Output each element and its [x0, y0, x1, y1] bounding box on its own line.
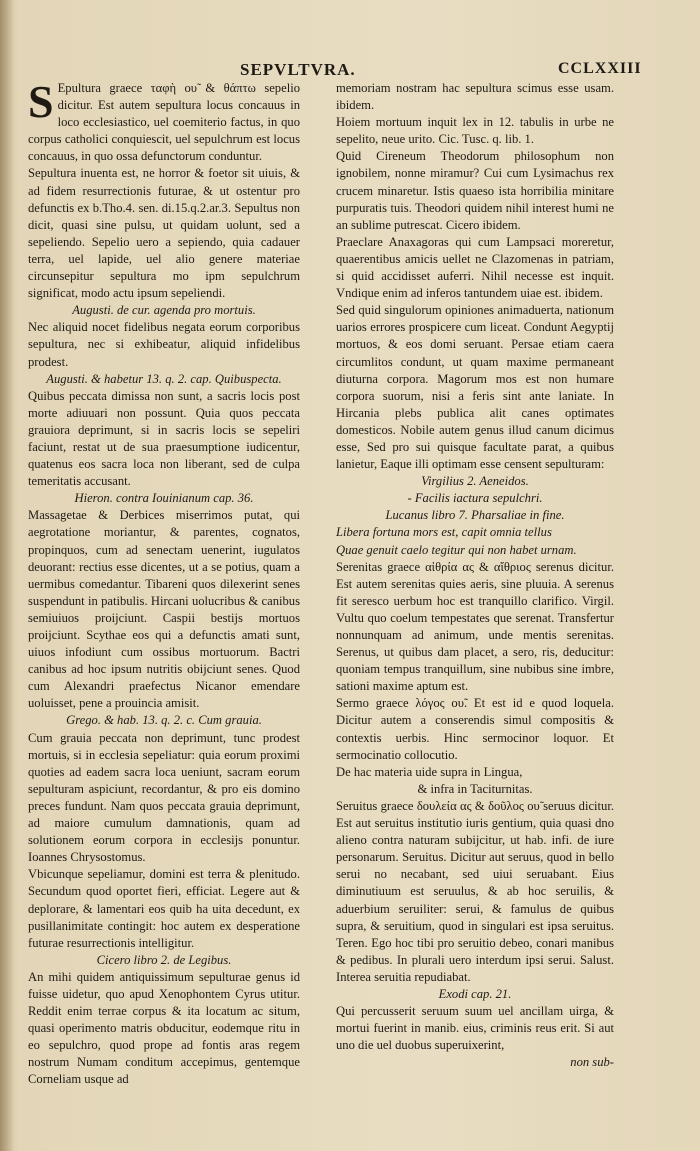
running-head: SEPVLTVRA. — [240, 60, 356, 79]
paragraph: Seruitus graece δουλεία ας & δοῦλος ου̃ seruus dicitur. Est aut seruitus institutio iuris gentium, quia quasi dno alieno contra naturam subijcitur, ut hab. infi. de iure personarum. Seruitus. Dicitur aut seruus, quod in bello serui no necabant, sed uiui seruabant. Eius diminutiuum est seruulus, & ab hoc seruilis, & aduerbium seruiliter: serui, & famulus de quibus supra, & seruitium, quod in singulari est ipsa seruitus. Teren. Ego hoc tibi pro seruitio debeo, conari manibus & pedibus. In plurali uero interdum ipsi serui. Salust. Interea seruitia repudiabat. — [336, 798, 614, 984]
paragraph: Sepultura inuenta est, ne horror & foetor sit uiuis, & ad fidem resurrectionis futurae, & ut ostentur pro defunctis ex b.Tho.4. sen. di.15.q.2.ar.3. Sepultus non dicit, quasi sine pulsu, ut quidam uolunt, sed a sepeliendo. Sepelio uero a sepiendo, quia cadauer terra, uel lapide, uel alio genere materiae circunsepitur sepultura mo ipm sepulchrum significat, modo actu ipsum sepeliendi. — [28, 166, 300, 301]
paragraph: Sed quid singulorum opiniones animaduerta, nationum uarios errores prospicere cum liceat. Condunt Aegyptij mortuos, & eos domi seruant. Persae etiam caera circumlitos condunt, ut quam maxime permaneant diuturna corpora. Magorum mos est non humare corpora suorum, nisi a feris sint ante laniate. In Hircania plebs publica alit canes optimates domesticos. Nobile autem genus illud canum dicimus esse, Sed pro sui quisque facultate parat, a quibus lanietur, Eaque illi optimam esse censent sepulturam: — [336, 303, 614, 472]
paragraph: Quibus peccata dimissa non sunt, a sacris locis post morte adiuuari non possunt. Quia quos peccata grauiora deprimunt, si in sacris locis se sepeliri faciunt, restat ut de sua praesumptione iudicentur, quatenus eos sacra loca non liberant, sed de culpa temeritatis accusant. — [28, 388, 300, 489]
paragraph-text: Epultura graece ταφὴ ου̃ & θάπτω sepelio dicitur. Est autem sepultura locus concauus in loco ecclesiastico, uel coemiterio factus, in quo corpus catholici conquiescit, uel sepulchrum est locus concauus, in quo ossa defunctorum conduntur. — [28, 81, 300, 164]
citation: Lucanus libro 7. Pharsaliae in fine. — [385, 508, 565, 523]
citation: Grego. & hab. 13. q. 2. c. Cum grauia. — [66, 713, 262, 728]
right-column — [336, 80, 614, 1100]
paragraph: Vbicunque sepeliamur, domini est terra & plenitudo. Secundum quod oportet fieri, efficiat. Legere aut & deplorare, & lamentari eos quib ha uita decedunt, ex pusillanimitate contingit: hoc autem ex desperatione futurae resurrectionis intelligitur. — [28, 867, 300, 950]
citation: - Facilis iactura sepulchri. — [407, 491, 543, 506]
paragraph: Cum grauia peccata non deprimunt, tunc prodest mortuis, si in ecclesia sepeliatur: quia eorum proximi quoties ad eadem sacra loca ueniunt, sacram eorum sepulturam aspiciunt, recordantur, & pro eis domino preces fundunt. Nam quos peccata grauia deprimunt, ad maiore cumulum damnationis, quam ad solutionem eorum corpora in ecclesijs ponuntur. Ioannes Chrysostomus. — [28, 730, 300, 865]
cross-reference: & infra in Taciturnitas. — [417, 781, 533, 796]
citation: Hieron. contra Iouinianum cap. 36. — [74, 491, 254, 506]
drop-cap: S — [28, 80, 54, 127]
citation: Augusti. & habetur 13. q. 2. cap. Quibuspecta. — [46, 371, 282, 386]
paragraph: Massagetae & Derbices miserrimos putat, qui aegrotatione moriantur, & parentes, cognatos, propinquos, cum ad senectam uenerint, iugulatos deuorant: rectius esse dicentes, ut a se potius, quam a uermibus comedantur. Tibareni quos dilexerint senes suspendunt in patibulis. Hircani uolucribus & canibus semiuiuos proijciunt. Caspii bestijs mortuos proijciunt. Scythae eos qui a defunctis amati sunt, uiuos infodiunt cum ossibus mortuorum. Bactri canibus ad hoc ipsum nutritis obijciunt senes. Quod cum Alexandri praefectus Nicanor emendare uoluisset, pene a prouincia amisit. — [28, 508, 300, 711]
citation: Augusti. de cur. agenda pro mortuis. — [72, 303, 256, 318]
paragraph: Qui percusserit seruum suum uel ancillam uirga, & mortui fuerint in manib. eius, criminis reus erit. Si aut uno die uel duobus superuixerint, — [336, 1004, 614, 1053]
verse-line: Libera fortuna mors est, capit omnia tellus — [336, 525, 552, 540]
citation: Exodi cap. 21. — [438, 986, 512, 1001]
paragraph: Nec aliquid nocet fidelibus negata eorum corporibus sepultura, nec si exhibeatur, aliquid infidelibus prodest. — [28, 320, 300, 369]
paragraph — [28, 80, 300, 165]
paragraph: Serenitas graece αἰθρία ας & αἴθριος serenus dicitur. Est autem serenitas quies aeris, sine pluuia. A serenus fit seresco uerbum hoc est tranquillo clarifico. Virgil. Vultu quo coelum tempestates que serenat. Transfertur nonnunquam ad animum, unde mentis serenitas. Serenus, ut quibus dam placet, a sero, ris, deducitur: quoniam tempus tranquillum, sine nubibus sine imbre, sationi maxime aptum est. — [336, 559, 614, 694]
catchword: non sub- — [570, 1055, 614, 1070]
folio-number: CCLXXIII — [558, 60, 642, 77]
paragraph: Quid Cireneum Theodorum philosophum non ignobilem, nonne miramur? Cui cum Lysimachus rex crucem minaretur. Istis quaeso ista horribilia minitare purpuratis tuis. Theodori quidem nihil interest humi ne an sublime putrescat. Cicero ibidem. — [336, 149, 614, 232]
paragraph: Sermo graece λόγος ου̃. Et est id e quod loquela. Dicitur autem a conserendis simul compositis & contextis uerbis. Hinc sermocinor loquor. Et sermocinatio collocutio. — [336, 696, 614, 762]
verse-line: Quae genuit caelo tegitur qui non habet urnam. — [336, 542, 577, 557]
paragraph: Hoiem mortuum inquit lex in 12. tabulis in urbe ne sepelito, neue urito. Cic. Tusc. q. lib. 1. — [336, 115, 614, 147]
citation: Cicero libro 2. de Legibus. — [96, 952, 232, 967]
citation: Virgilius 2. Aeneidos. — [421, 474, 529, 489]
gutter-shadow — [0, 0, 14, 1151]
paragraph: Praeclare Anaxagoras qui cum Lampsaci moreretur, quaerentibus amicis uellet ne Clazomenas in patriam, si quid accidisset auferri. Nihil necesse est inquit. Vndique enim ad inferos tantundem uiae est. ibidem. — [336, 234, 614, 301]
paragraph: De hac materia uide supra in Lingua, — [336, 764, 523, 779]
paragraph: memoriam nostram hac sepultura scimus esse usam. ibidem. — [336, 81, 614, 113]
paragraph: An mihi quidem antiquissimum sepulturae genus id fuisse uidetur, quo apud Xenophontem Cyrus utitur. Reddit enim terrae corpus & ita locatum ac situm, quasi operimento matris obducitur, eodemque ritu in eo sepulchro, quod prope ad fontis aras regem nostrum Numam conditum accepimus, gentemque Corneliam usque ad — [28, 969, 300, 1087]
left-column — [28, 80, 300, 1100]
